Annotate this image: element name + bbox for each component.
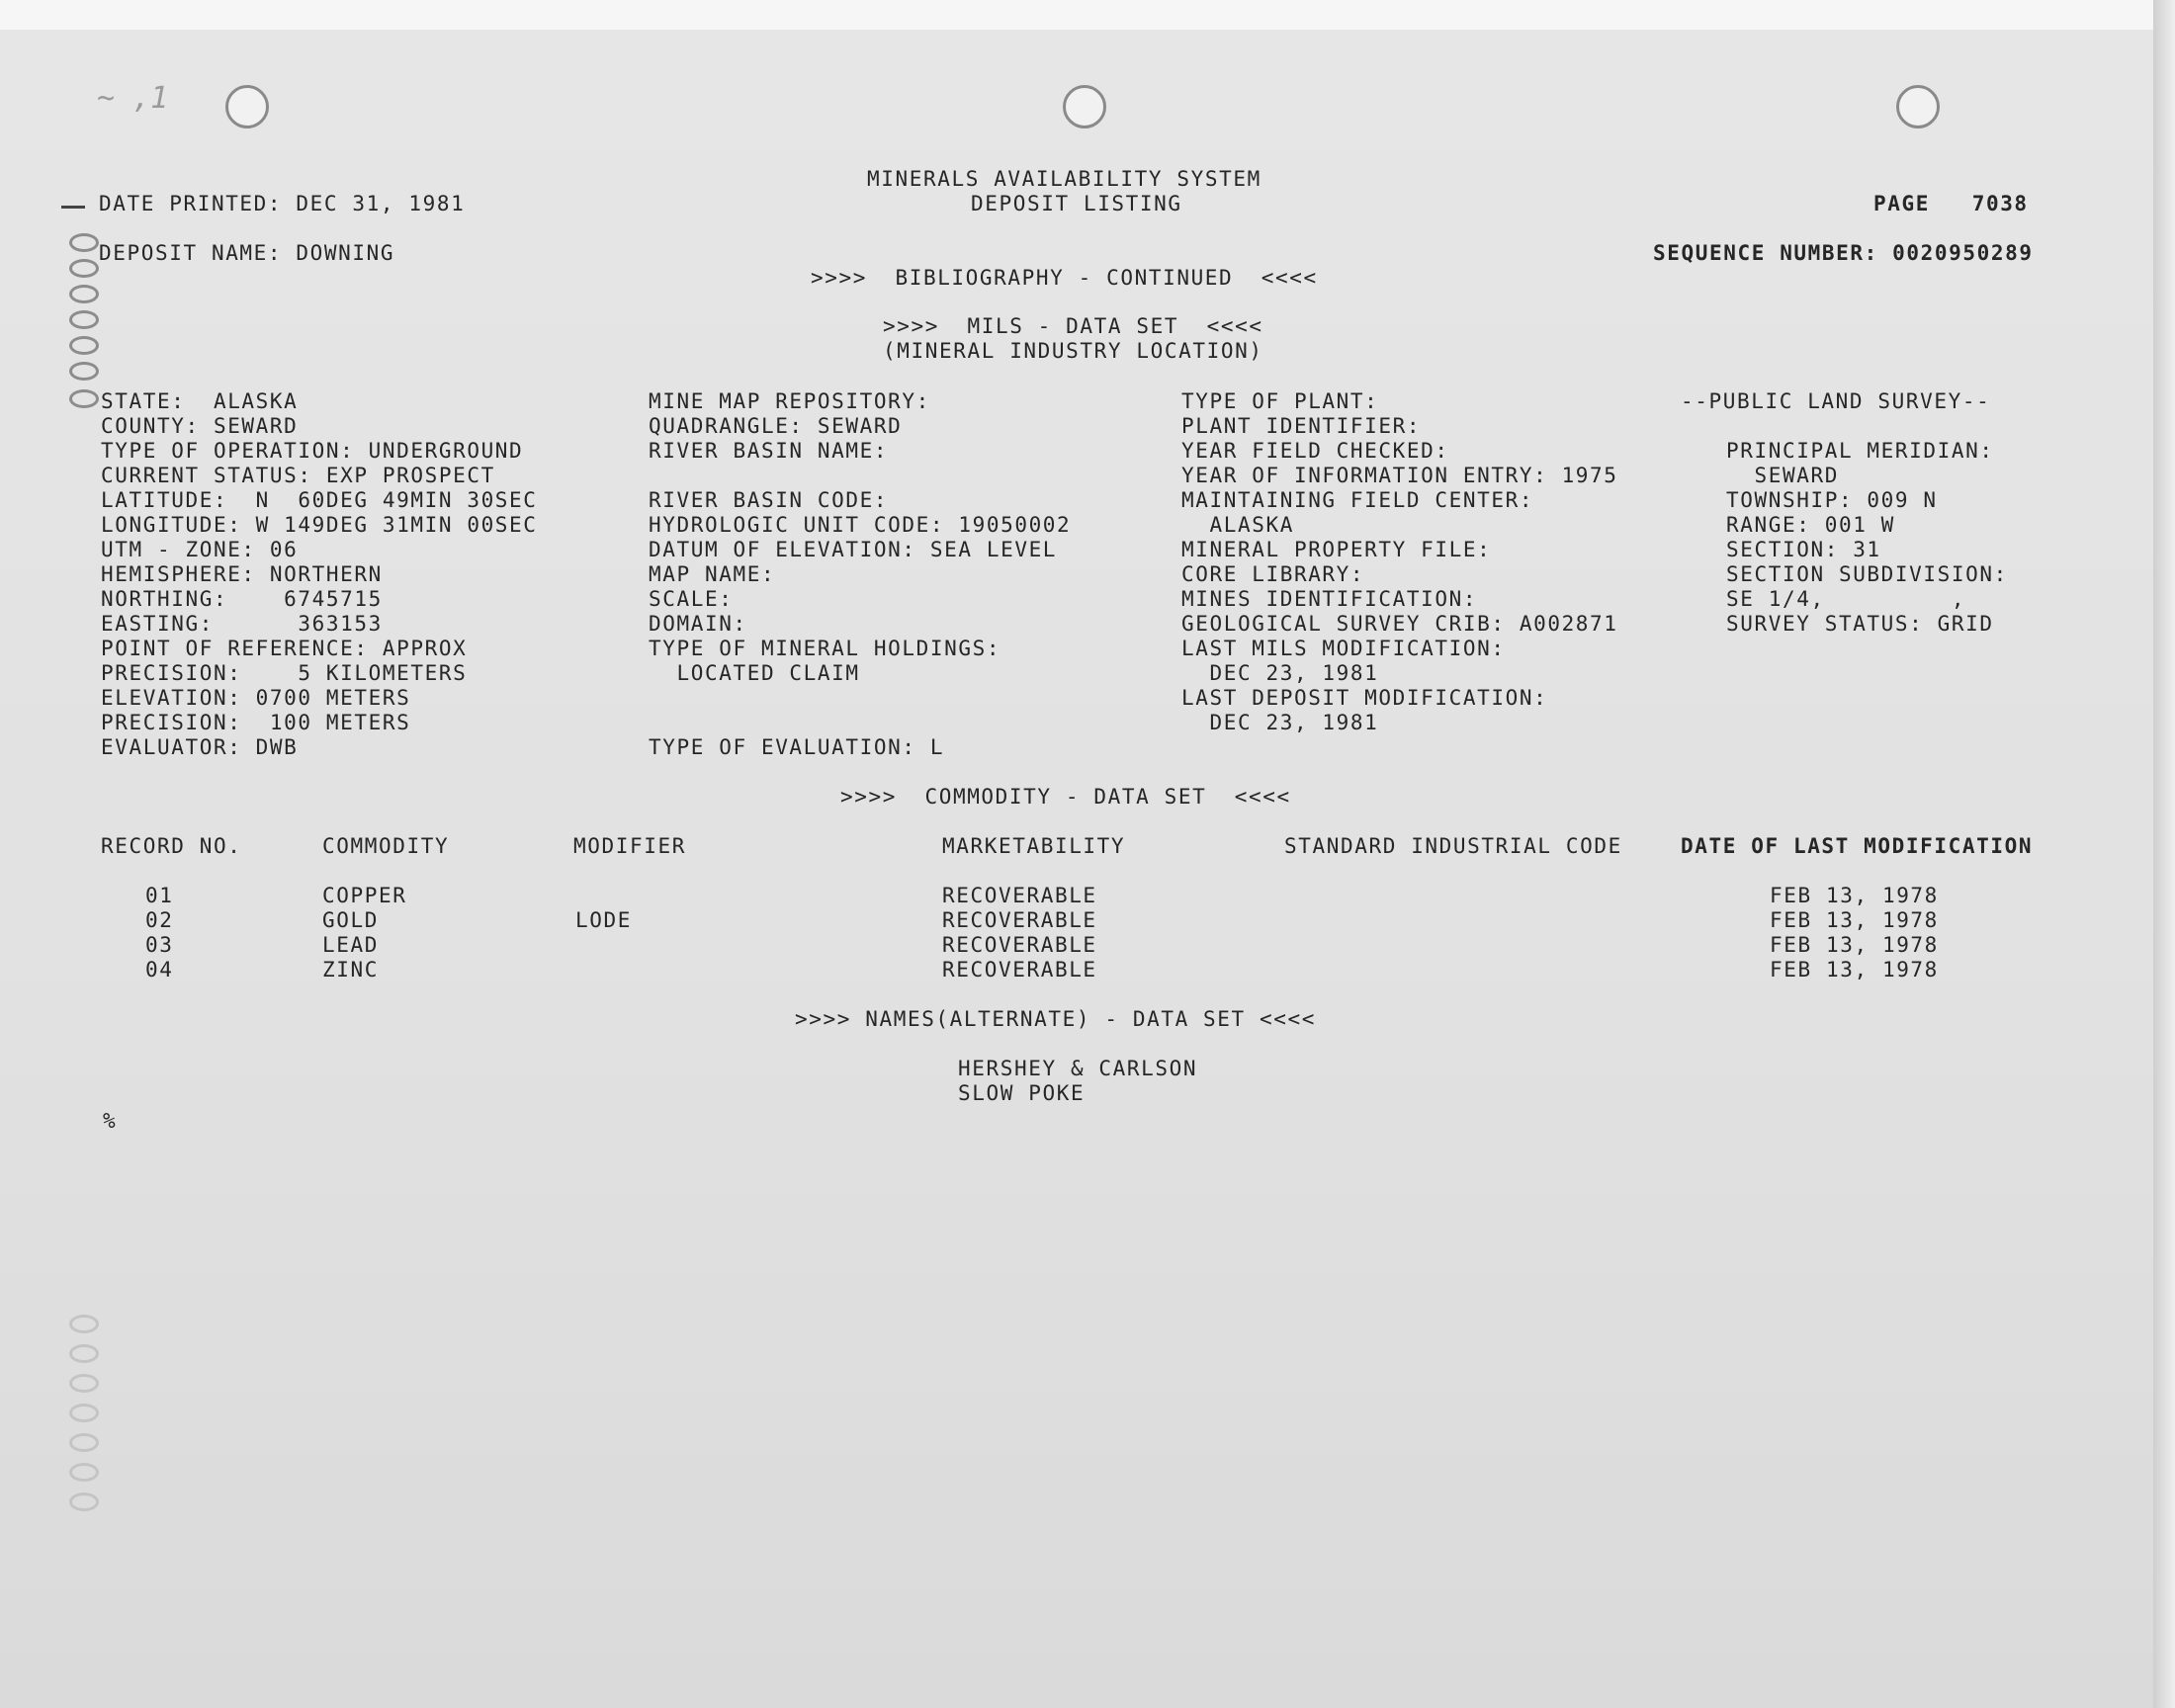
field-line: MINERAL PROPERTY FILE:: [1181, 538, 1492, 561]
commodity-heading: >>>> COMMODITY - DATA SET <<<<: [840, 785, 1291, 809]
deposit-name: DEPOSIT NAME: DOWNING: [99, 241, 395, 265]
sprocket-hole: [69, 1315, 99, 1333]
sprocket-hole: [69, 233, 99, 252]
field-line: NORTHING: 6745715: [101, 587, 383, 611]
alternate-name: HERSHEY & CARLSON: [958, 1057, 1198, 1080]
field-line: SE 1/4, ,: [1726, 587, 1966, 611]
field-line: RANGE: 001 W: [1726, 513, 1895, 537]
sprocket-hole: [69, 1493, 99, 1511]
field-line: HEMISPHERE: NORTHERN: [101, 562, 383, 586]
system-title: MINERALS AVAILABILITY SYSTEM: [867, 167, 1262, 191]
sprocket-hole: [69, 1374, 99, 1393]
field-line: CURRENT STATUS: EXP PROSPECT: [101, 464, 495, 487]
pencil-scribble: ~ ,1: [97, 81, 169, 116]
field-line: EASTING: 363153: [101, 612, 383, 636]
table-cell-modifier: LODE: [575, 908, 632, 932]
field-line: TOWNSHIP: 009 N: [1726, 488, 1938, 512]
table-cell-commodity: ZINC: [322, 958, 379, 982]
mils-heading: >>>> MILS - DATA SET <<<<: [883, 314, 1263, 338]
table-header-modifier: MODIFIER: [573, 834, 686, 858]
sprocket-hole: [69, 362, 99, 381]
table-header-record-no: RECORD NO.: [101, 834, 242, 858]
sprocket-hole: [69, 285, 99, 303]
field-line: COUNTY: SEWARD: [101, 414, 299, 438]
field-line: YEAR OF INFORMATION ENTRY: 1975: [1181, 464, 1618, 487]
field-line: DEC 23, 1981: [1181, 661, 1379, 685]
punch-hole-center: [1063, 85, 1106, 128]
bibliography-heading: >>>> BIBLIOGRAPHY - CONTINUED <<<<: [811, 266, 1318, 290]
table-cell-commodity: COPPER: [322, 884, 407, 907]
table-cell-marketability: RECOVERABLE: [942, 908, 1097, 932]
field-line: SECTION SUBDIVISION:: [1726, 562, 2008, 586]
field-line: YEAR FIELD CHECKED:: [1181, 439, 1449, 463]
field-line: MINES IDENTIFICATION:: [1181, 587, 1478, 611]
sprocket-hole: [69, 259, 99, 278]
field-line: RIVER BASIN CODE:: [649, 488, 889, 512]
alternate-name: SLOW POKE: [958, 1081, 1086, 1105]
listing-title: DEPOSIT LISTING: [971, 192, 1182, 215]
punch-hole-left: [225, 85, 269, 128]
public-land-survey-heading: --PUBLIC LAND SURVEY--: [1681, 389, 1991, 413]
field-line: STATE: ALASKA: [101, 389, 299, 413]
table-header-commodity: COMMODITY: [322, 834, 450, 858]
sequence-number: SEQUENCE NUMBER: 0020950289: [1653, 241, 2034, 265]
sprocket-hole: [69, 1404, 99, 1422]
names-heading: >>>> NAMES(ALTERNATE) - DATA SET <<<<: [795, 1007, 1316, 1031]
field-line: TYPE OF OPERATION: UNDERGROUND: [101, 439, 524, 463]
page-number: PAGE 7038: [1873, 192, 2029, 215]
date-printed: DATE PRINTED: DEC 31, 1981: [99, 192, 466, 215]
field-line: TYPE OF MINERAL HOLDINGS:: [649, 637, 1001, 660]
field-line: TYPE OF EVALUATION: L: [649, 735, 945, 759]
field-line: UTM - ZONE: 06: [101, 538, 299, 561]
table-cell-commodity: LEAD: [322, 933, 379, 957]
field-line: LOCATED CLAIM: [649, 661, 860, 685]
table-cell-date: FEB 13, 1978: [1770, 884, 1939, 907]
field-line: LAST MILS MODIFICATION:: [1181, 637, 1506, 660]
field-line: EVALUATOR: DWB: [101, 735, 299, 759]
field-line: CORE LIBRARY:: [1181, 562, 1365, 586]
field-line: MAINTAINING FIELD CENTER:: [1181, 488, 1534, 512]
field-line: GEOLOGICAL SURVEY CRIB: A002871: [1181, 612, 1618, 636]
field-line: ELEVATION: 0700 METERS: [101, 686, 411, 710]
field-line: LONGITUDE: W 149DEG 31MIN 00SEC: [101, 513, 538, 537]
field-line: TYPE OF PLANT:: [1181, 389, 1379, 413]
scan-top-margin: [0, 0, 2175, 30]
table-cell-commodity: GOLD: [322, 908, 379, 932]
field-line: QUADRANGLE: SEWARD: [649, 414, 903, 438]
field-line: POINT OF REFERENCE: APPROX: [101, 637, 468, 660]
field-line: HYDROLOGIC UNIT CODE: 19050002: [649, 513, 1072, 537]
field-line: PRECISION: 100 METERS: [101, 711, 411, 734]
table-cell-date: FEB 13, 1978: [1770, 958, 1939, 982]
punch-hole-right: [1896, 85, 1940, 128]
table-cell-marketability: RECOVERABLE: [942, 884, 1097, 907]
field-line: SECTION: 31: [1726, 538, 1881, 561]
field-line: SCALE:: [649, 587, 734, 611]
sprocket-hole: [69, 1463, 99, 1482]
field-line: PRECISION: 5 KILOMETERS: [101, 661, 468, 685]
field-line: MINE MAP REPOSITORY:: [649, 389, 930, 413]
field-line: LAST DEPOSIT MODIFICATION:: [1181, 686, 1548, 710]
table-cell-date: FEB 13, 1978: [1770, 933, 1939, 957]
table-cell-record: 03: [145, 933, 174, 957]
field-line: SURVEY STATUS: GRID: [1726, 612, 1994, 636]
table-header-sic: STANDARD INDUSTRIAL CODE: [1284, 834, 1622, 858]
field-line: ALASKA: [1181, 513, 1294, 537]
field-line: DEC 23, 1981: [1181, 711, 1379, 734]
table-cell-marketability: RECOVERABLE: [942, 933, 1097, 957]
sprocket-hole: [69, 1344, 99, 1363]
field-line: PRINCIPAL MERIDIAN:: [1726, 439, 1994, 463]
sprocket-hole: [69, 336, 99, 355]
table-cell-date: FEB 13, 1978: [1770, 908, 1939, 932]
tear-mark: [61, 206, 85, 209]
field-line: MAP NAME:: [649, 562, 776, 586]
scan-right-edge: [2153, 0, 2175, 1708]
table-cell-record: 01: [145, 884, 174, 907]
field-line: LATITUDE: N 60DEG 49MIN 30SEC: [101, 488, 538, 512]
table-cell-record: 04: [145, 958, 174, 982]
sprocket-hole: [69, 310, 99, 329]
table-header-date: DATE OF LAST MODIFICATION: [1681, 834, 2034, 858]
field-line: DOMAIN:: [649, 612, 747, 636]
sprocket-hole: [69, 1433, 99, 1452]
table-cell-record: 02: [145, 908, 174, 932]
table-header-marketability: MARKETABILITY: [942, 834, 1126, 858]
mils-subheading: (MINERAL INDUSTRY LOCATION): [883, 339, 1263, 363]
field-line: SEWARD: [1726, 464, 1839, 487]
field-line: DATUM OF ELEVATION: SEA LEVEL: [649, 538, 1058, 561]
sprocket-hole: [69, 389, 99, 408]
table-cell-marketability: RECOVERABLE: [942, 958, 1097, 982]
end-marker: %: [103, 1109, 118, 1133]
field-line: PLANT IDENTIFIER:: [1181, 414, 1422, 438]
field-line: RIVER BASIN NAME:: [649, 439, 889, 463]
